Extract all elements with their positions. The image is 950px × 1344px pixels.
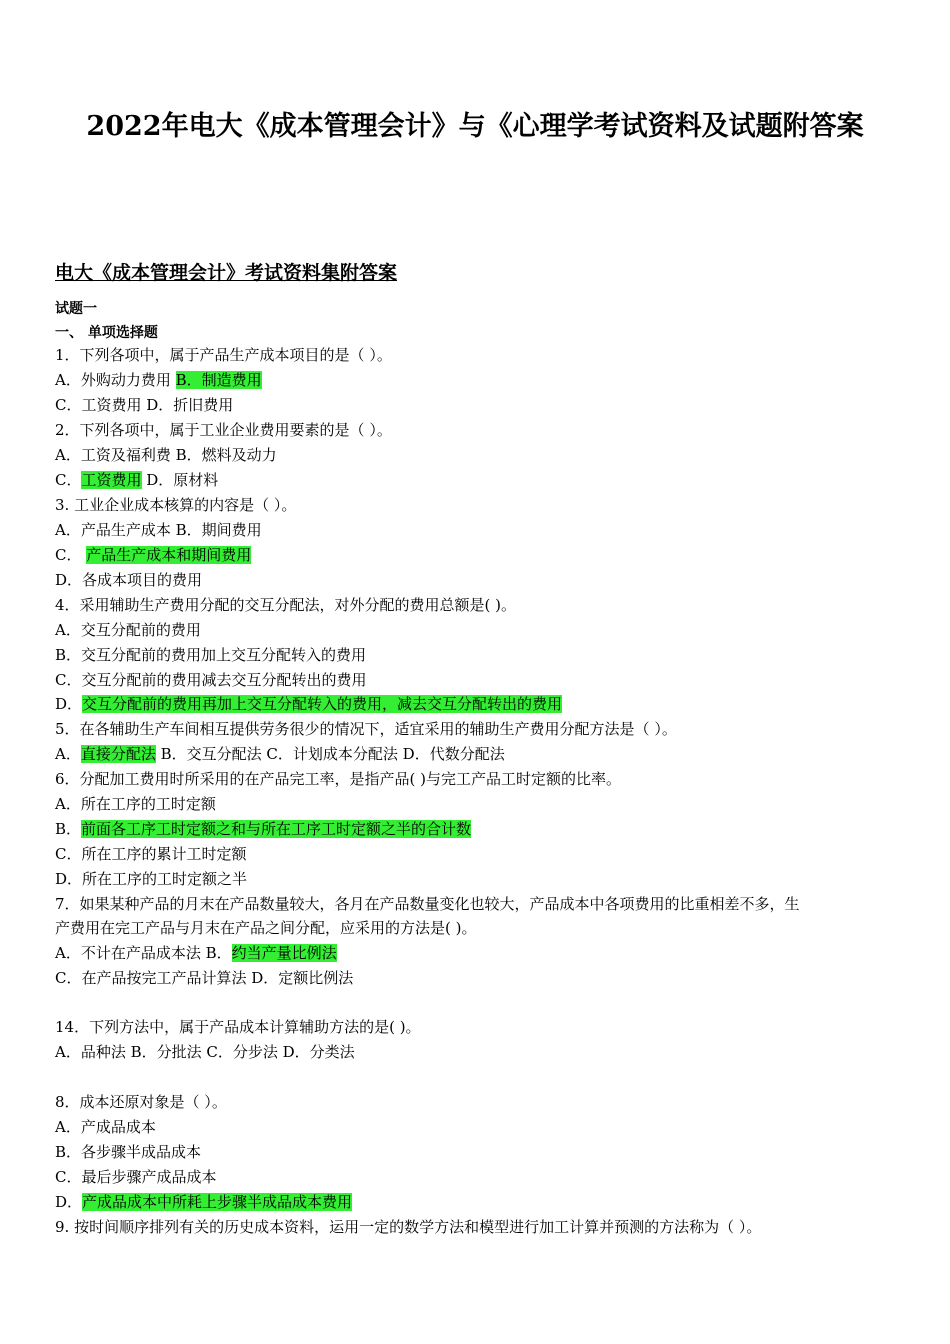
text-line xyxy=(55,1217,761,1237)
text-line xyxy=(55,968,353,988)
text-line xyxy=(55,1092,227,1112)
line-text: 2．下列各项中，属于工业企业费用要素的是（ ）。 xyxy=(55,421,392,439)
line-text: C．交互分配前的费用减去交互分配转出的费用 xyxy=(55,671,367,689)
text-line xyxy=(55,645,366,665)
text-line xyxy=(55,943,337,963)
line-text: A．交互分配前的费用 xyxy=(55,621,201,639)
line-text: A．品种法 B．分批法 C．分步法 D．分类法 xyxy=(55,1043,355,1061)
line-text: C． xyxy=(55,471,82,489)
line-text: 4．采用辅助生产费用分配的交互分配法，对外分配的费用总额是( )。 xyxy=(55,596,517,614)
line-text: 9. 按时间顺序排列有关的历史成本资料，运用一定的数学方法和模型进行加工计算并预测的方法称为（ ）。 xyxy=(55,1218,762,1236)
text-line xyxy=(55,395,233,415)
highlighted-answer: 工资费用 xyxy=(81,471,142,489)
highlighted-answer: 约当产量比例法 xyxy=(231,944,337,962)
text-line xyxy=(55,719,677,739)
line-text: D．原材料 xyxy=(141,471,219,489)
line-text: A．产成品成本 xyxy=(55,1118,156,1136)
text-line xyxy=(55,819,471,839)
text-line xyxy=(55,495,296,515)
highlighted-answer: B．制造费用 xyxy=(175,371,262,389)
document-title: 2022年电大《成本管理会计》与《心理学考试资料及试题附答案 xyxy=(86,111,864,142)
line-text: C．工资费用 D．折旧费用 xyxy=(55,396,234,414)
line-text: A．不计在产品成本法 B． xyxy=(55,944,232,962)
line-text: 产费用在完工产品与月末在产品之间分配，应采用的方法是( )。 xyxy=(55,919,477,937)
test-label: 试题一 xyxy=(55,301,97,317)
line-text: C．所在工序的累计工时定额 xyxy=(55,845,247,863)
line-text: A．外购动力费用 xyxy=(55,371,176,389)
line-text: D． xyxy=(55,695,83,713)
line-text: B．交互分配前的费用加上交互分配转入的费用 xyxy=(55,646,367,664)
line-text: B．各步骤半成品成本 xyxy=(55,1143,202,1161)
line-text: 6．分配加工费用时所采用的在产品完工率，是指产品( )与完工产品工时定额的比率。 xyxy=(55,770,622,788)
line-text: D．各成本项目的费用 xyxy=(55,571,203,589)
highlighted-answer: 前面各工序工时定额之和与所在工序工时定额之半的合计数 xyxy=(81,820,472,838)
line-text: 8．成本还原对象是（ ）。 xyxy=(55,1093,227,1111)
text-line xyxy=(55,370,262,390)
text-line xyxy=(55,595,516,615)
text-line xyxy=(55,345,392,365)
highlighted-answer: 交互分配前的费用再加上交互分配转入的费用，减去交互分配转出的费用 xyxy=(82,695,563,713)
text-line xyxy=(55,1167,216,1187)
line-text: B．交互分配法 C．计划成本分配法 D．代数分配法 xyxy=(155,745,505,763)
line-text: 14．下列方法中，属于产品成本计算辅助方法的是( )。 xyxy=(55,1018,421,1036)
line-text: D．所在工序的工时定额之半 xyxy=(55,870,248,888)
line-text: C．在产品按完工产品计算法 D．定额比例法 xyxy=(55,969,354,987)
text-line xyxy=(55,918,476,938)
text-line xyxy=(55,694,562,714)
section-title: 电大《成本管理会计》考试资料集附答案 xyxy=(55,262,398,284)
highlighted-answer: 直接分配法 xyxy=(80,745,156,763)
line-text: A．工资及福利费 B．燃料及动力 xyxy=(55,446,277,464)
text-line xyxy=(55,769,621,789)
text-line xyxy=(55,620,201,640)
text-line xyxy=(55,520,262,540)
text-line xyxy=(55,670,366,690)
text-line xyxy=(55,1017,421,1037)
highlighted-answer: 产品生产成本和期间费用 xyxy=(86,546,252,564)
line-text: D． xyxy=(55,1193,83,1211)
part-label: 一、 单项选择题 xyxy=(55,325,158,341)
text-line xyxy=(55,570,202,590)
line-text: 7．如果某种产品的月末在产品数量较大，各月在产品数量变化也较大，产品成本中各项费用的比重相差不多，生 xyxy=(55,895,800,913)
line-text: C．最后步骤产成品成本 xyxy=(55,1168,217,1186)
line-text: C． xyxy=(55,546,87,564)
text-line xyxy=(55,869,247,889)
text-line xyxy=(55,445,277,465)
text-line xyxy=(55,545,251,565)
line-text: A．产品生产成本 B．期间费用 xyxy=(55,521,262,539)
line-text: 1．下列各项中，属于产品生产成本项目的是（ ）。 xyxy=(55,346,392,364)
text-line xyxy=(55,794,216,814)
text-line xyxy=(55,1142,201,1162)
line-text: 5．在各辅助生产车间相互提供劳务很少的情况下，适宜采用的辅助生产费用分配方法是（ ）。 xyxy=(55,720,677,738)
line-text: 3. 工业企业成本核算的内容是（ ）。 xyxy=(55,496,297,514)
line-text: A． xyxy=(55,745,81,763)
line-text: A．所在工序的工时定额 xyxy=(55,795,216,813)
text-line xyxy=(55,470,218,490)
text-line xyxy=(55,1117,156,1137)
text-line xyxy=(55,894,800,914)
text-line xyxy=(55,1192,352,1212)
highlighted-answer: 产成品成本中所耗上步骤半成品成本费用 xyxy=(82,1193,353,1211)
line-text: B． xyxy=(55,820,82,838)
text-line xyxy=(55,744,505,764)
text-line xyxy=(55,844,246,864)
text-line xyxy=(55,420,392,440)
text-line xyxy=(55,1042,355,1062)
